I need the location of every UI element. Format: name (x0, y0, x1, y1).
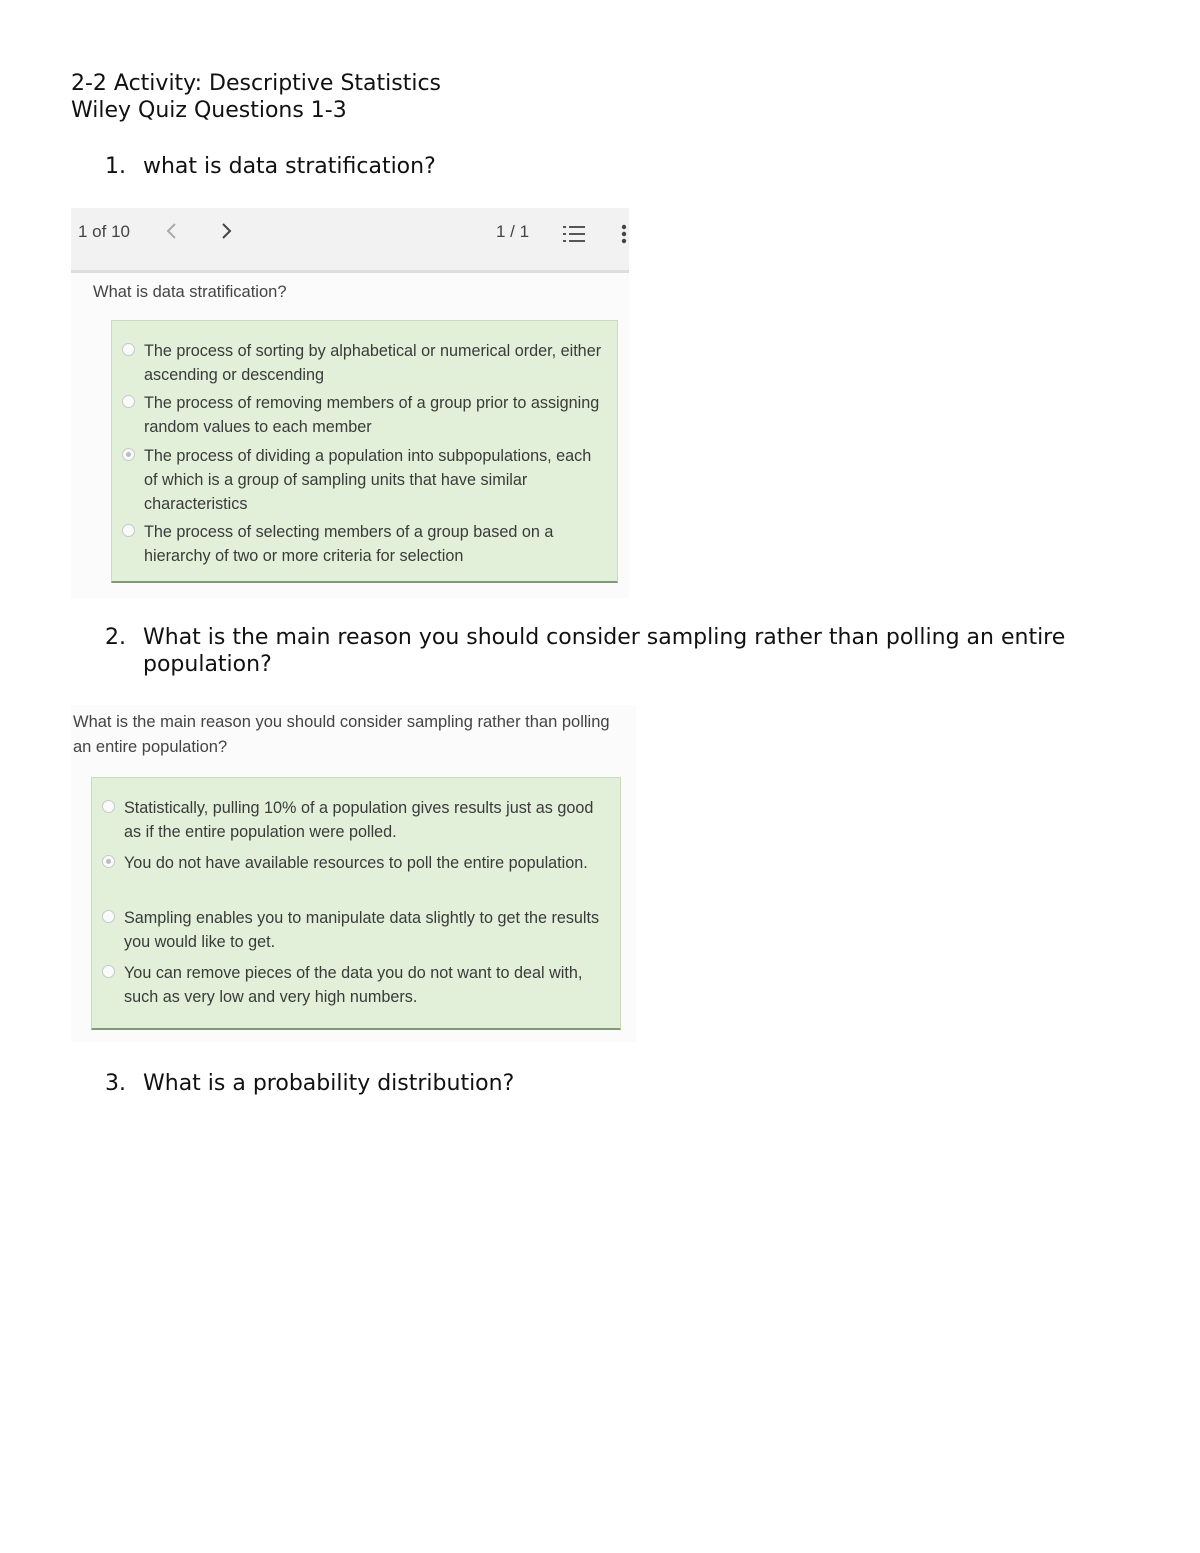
question-3-text: What is a probability distribution? (143, 1071, 515, 1096)
question-2-screenshot (71, 705, 636, 1042)
answer-option[interactable] (102, 796, 612, 846)
question-1-screenshot (71, 208, 629, 598)
quiz-toolbar (71, 208, 629, 273)
answer-option[interactable] (102, 906, 612, 956)
answer-option-label: The process of removing members of a group prior to assigning random values to each member (144, 394, 600, 436)
radio-button-selected[interactable] (102, 855, 115, 868)
answer-option-selected[interactable] (122, 444, 609, 516)
radio-button[interactable] (122, 524, 135, 537)
document-title-line2: Wiley Quiz Questions 1-3 (71, 98, 347, 123)
question-1-answers (111, 320, 618, 583)
radio-button-selected[interactable] (122, 448, 135, 461)
answer-option-selected[interactable] (102, 851, 612, 901)
question-2-text: What is the main reason you should consider sampling rather than polling an entire population? (143, 625, 1066, 677)
radio-button[interactable] (102, 800, 115, 813)
question-2-number: 2. (105, 625, 126, 650)
radio-button[interactable] (102, 910, 115, 923)
question-counter: 1 of 10 (78, 222, 130, 241)
answer-option[interactable] (122, 520, 609, 568)
radio-button[interactable] (122, 343, 135, 356)
document-title-line1: 2-2 Activity: Descriptive Statistics (71, 71, 442, 96)
answer-option[interactable] (122, 391, 609, 439)
question-2-answers (91, 777, 621, 1030)
answer-option-label: You do not have available resources to poll the entire population. (124, 854, 588, 872)
radio-button[interactable] (102, 965, 115, 978)
answer-option[interactable] (102, 961, 612, 1011)
answer-option-label: You can remove pieces of the data you do not want to deal with, such as very low and very high numbers. (124, 964, 583, 1006)
answer-option-label: The process of dividing a population into subpopulations, each of which is a group of sampling units that have similar characteristics (144, 447, 592, 513)
list-icon[interactable] (563, 224, 585, 249)
answer-option-label: Statistically, pulling 10% of a population gives results just as good as if the entire population were polled. (124, 799, 594, 841)
page-indicator: 1 / 1 (496, 222, 530, 241)
kebab-menu-icon[interactable] (621, 223, 627, 250)
chevron-left-icon[interactable] (165, 222, 179, 245)
chevron-right-icon[interactable] (219, 222, 233, 245)
answer-option-label: The process of sorting by alphabetical or numerical order, either ascending or descending (144, 342, 602, 384)
document-title (71, 70, 441, 124)
question-1-number: 1. (105, 154, 126, 179)
question-2-prompt: What is the main reason you should consider sampling rather than polling an entire population? (73, 713, 610, 756)
answer-option-label: Sampling enables you to manipulate data slightly to get the results you would like to get. (124, 909, 600, 951)
answer-option-label: The process of selecting members of a group based on a hierarchy of two or more criteria for selection (144, 523, 554, 565)
question-1-prompt: What is data stratification? (93, 283, 287, 301)
answer-option[interactable] (122, 339, 609, 387)
question-2-heading (105, 624, 1145, 678)
question-3-heading (105, 1070, 1145, 1097)
question-1-text: what is data stratification? (143, 154, 436, 179)
radio-button[interactable] (122, 395, 135, 408)
question-1-heading (105, 153, 1145, 180)
question-3-number: 3. (105, 1071, 126, 1096)
